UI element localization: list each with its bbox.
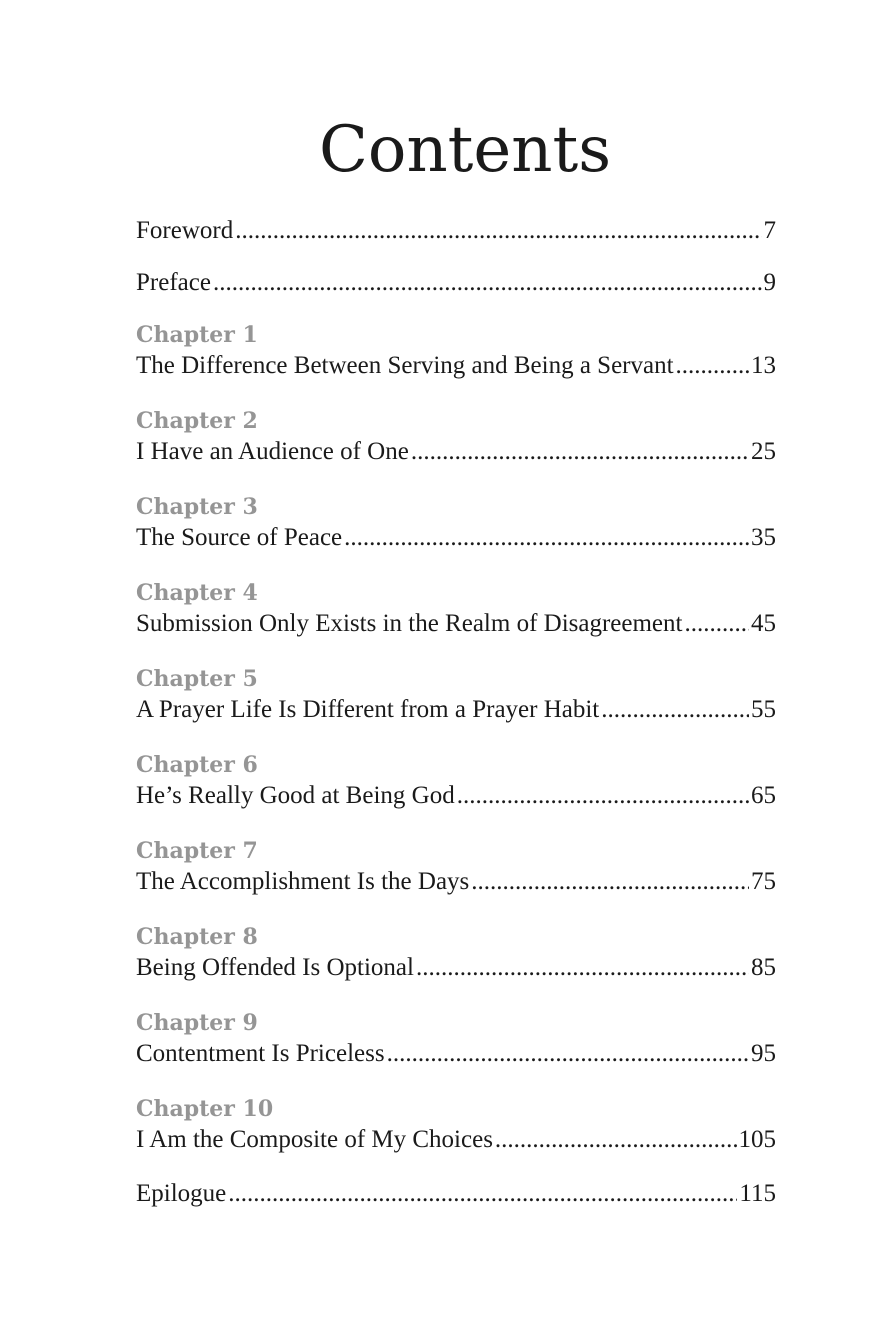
dot-leader [676,349,749,383]
toc-page-number: 35 [751,524,776,551]
toc-row [136,521,776,555]
dot-leader [213,266,762,300]
toc-page-number: 25 [751,438,776,465]
toc-row [136,865,776,899]
toc-entry-chapter-5 [136,665,776,727]
toc-entry-title: The Difference Between Serving and Being a Servant [136,352,674,379]
toc-entry-preface [136,266,776,300]
toc-row [136,435,776,469]
chapter-label: Chapter 7 [136,838,258,864]
toc-entry-chapter-8 [136,923,776,985]
toc-row [136,693,776,727]
toc-entry-title: Submission Only Exists in the Realm of Disagreement [136,610,683,637]
chapter-label: Chapter 6 [136,752,258,778]
toc-row [136,1123,776,1157]
dot-leader [387,1037,749,1071]
toc-row [136,607,776,641]
dot-leader [495,1123,737,1157]
toc-entry-chapter-7 [136,837,776,899]
chapter-label: Chapter 1 [136,322,258,348]
toc-entry-epilogue [136,1177,776,1211]
toc-entry-chapter-9 [136,1009,776,1071]
toc-row [136,779,776,813]
dot-leader [457,779,749,813]
dot-leader [228,1177,737,1211]
dot-leader [471,865,749,899]
toc-entry-title: I Have an Audience of One [136,438,409,465]
toc-row [136,349,776,383]
dot-leader [235,214,761,248]
toc-entry-title: He’s Really Good at Being God [136,782,455,809]
toc-page-number: 75 [751,868,776,895]
toc-page-number: 105 [738,1126,776,1153]
page-title: Contents [318,113,612,187]
toc-entry-chapter-10 [136,1095,776,1157]
toc-entry-title: The Source of Peace [136,524,343,551]
toc-page-number: 65 [751,782,776,809]
toc-entry-chapter-3 [136,493,776,555]
toc-page-number: 55 [751,696,776,723]
toc-row [136,266,776,300]
chapter-label: Chapter 4 [136,580,258,606]
toc-entry-title: The Accomplishment Is the Days [136,868,470,895]
toc-page-number: 95 [751,1040,776,1067]
toc-entry-chapter-6 [136,751,776,813]
toc-page-number: 9 [763,269,776,296]
toc-row [136,1037,776,1071]
toc-entry-title: Foreword [136,217,234,244]
toc-page-number: 45 [751,610,776,637]
chapter-label: Chapter 8 [136,924,258,950]
toc-row [136,214,776,248]
toc-entry-title: A Prayer Life Is Different from a Prayer Habit [136,696,600,723]
toc-page-number: 7 [763,217,776,244]
chapter-label: Chapter 5 [136,666,258,692]
toc-entry-chapter-2 [136,407,776,469]
toc-entry-title: I Am the Composite of My Choices [136,1126,493,1153]
toc-entry-chapter-1 [136,321,776,383]
chapter-label: Chapter 2 [136,408,258,434]
toc-entry-title: Preface [136,269,211,296]
toc-page-number: 13 [751,352,776,379]
dot-leader [684,607,749,641]
dot-leader [411,435,749,469]
toc-entry-foreword [136,214,776,248]
toc-entry-title: Contentment Is Priceless [136,1040,385,1067]
toc-page-number: 85 [751,954,776,981]
dot-leader [416,951,749,985]
toc-row [136,1177,776,1211]
chapter-label: Chapter 9 [136,1010,258,1036]
dot-leader [601,693,749,727]
toc-row [136,951,776,985]
dot-leader [344,521,749,555]
toc-entry-title: Being Offended Is Optional [136,954,414,981]
toc-entry-chapter-4 [136,579,776,641]
toc-entry-title: Epilogue [136,1180,227,1207]
toc-page-number: 115 [739,1180,776,1207]
chapter-label: Chapter 3 [136,494,258,520]
chapter-label: Chapter 10 [136,1096,274,1122]
